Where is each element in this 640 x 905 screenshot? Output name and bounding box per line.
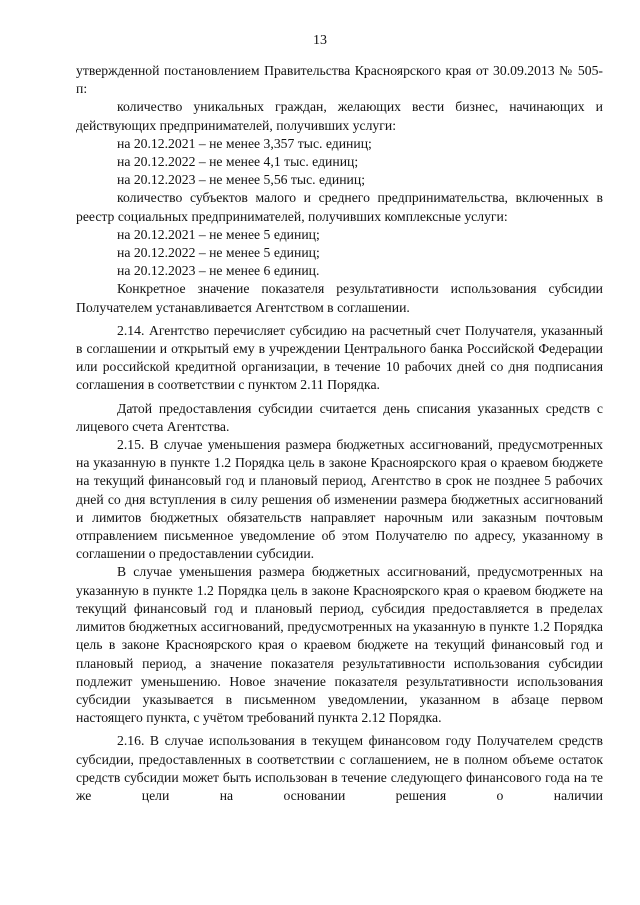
paragraph: на 20.12.2022 – не менее 4,1 тыс. единиц;: [117, 154, 359, 170]
document-body: [76, 62, 603, 805]
paragraph: 2.14. Агентство перечисляет субсидию на расчетный счет Получателя, указанный в соглашении и открытый ему в учреждении Центрального банка Российской Федерации или российской кредитной организации, в течение 10 рабочих дней со дня подписания соглашения в соответствии с пунктом 2.11 Порядка.: [76, 322, 603, 393]
paragraph: количество уникальных граждан, желающих вести бизнес, начинающих и действующих предпринимателей, получивших услуги:: [76, 99, 603, 133]
paragraph: на 20.12.2022 – не менее 5 единиц;: [117, 245, 320, 261]
paragraph: на 20.12.2023 – не менее 6 единиц.: [117, 263, 320, 279]
page-number: 13: [313, 33, 327, 48]
paragraph: В случае уменьшения размера бюджетных ассигнований, предусмотренных на указанную в пункте 1.2 Порядка цель в законе Красноярского края о краевом бюджете на текущий финансовый год и плановый период, субсидия предоставляется в пределах лимитов бюджетных ассигнований, предусмотренных на указанную в пункте 1.2 Порядка цель в законе Красноярского края о краевом бюджете на текущий финансовый год и плановый период, а значение показателя результативности использования субсидии подлежит уменьшению. Новое значение показателя результативности использования субсидии указывается в письменном уведомлении, указанном в абзаце первом настоящего пункта, с учётом требований пункта 2.12 Порядка.: [76, 564, 603, 726]
paragraph: утвержденной постановлением Правительства Красноярского края от 30.09.2013 № 505-п:: [76, 63, 603, 97]
paragraph: на 20.12.2021 – не менее 3,357 тыс. единиц;: [117, 135, 372, 151]
paragraph: количество субъектов малого и среднего предпринимательства, включенных в реестр социальных предпринимателей, получивших комплексные услуги:: [76, 190, 603, 224]
paragraph: 2.16. В случае использования в текущем финансовом году Получателем средств субсидии, предоставленных в соответствии с соглашением, не в полном объеме остаток средств субсидии может быть использован в течение следующего финансового года на те же цели на основании решения о наличии: [76, 733, 603, 803]
paragraph: на 20.12.2021 – не менее 5 единиц;: [117, 226, 320, 242]
paragraph: на 20.12.2023 – не менее 5,56 тыс. единиц;: [117, 172, 365, 188]
paragraph: 2.15. В случае уменьшения размера бюджетных ассигнований, предусмотренных на указанную в пункте 1.2 Порядка цель в законе Красноярского края о краевом бюджете на текущий финансовый год и плановый период, Агентство в срок не позднее 5 рабочих дней со дня вступления в силу решения об изменении размера бюджетных ассигнований и лимитов бюджетных обязательств направляет нарочным или заказным почтовым отправлением письменное уведомление об этом Получателю по адресу, указанному в соглашении о предоставлении субсидии.: [76, 437, 603, 562]
paragraph: Датой предоставления субсидии считается день списания указанных средств с лицевого счета Агентства.: [76, 400, 603, 434]
paragraph: Конкретное значение показателя результативности использования субсидии Получателем устанавливается Агентством в соглашении.: [76, 281, 603, 315]
